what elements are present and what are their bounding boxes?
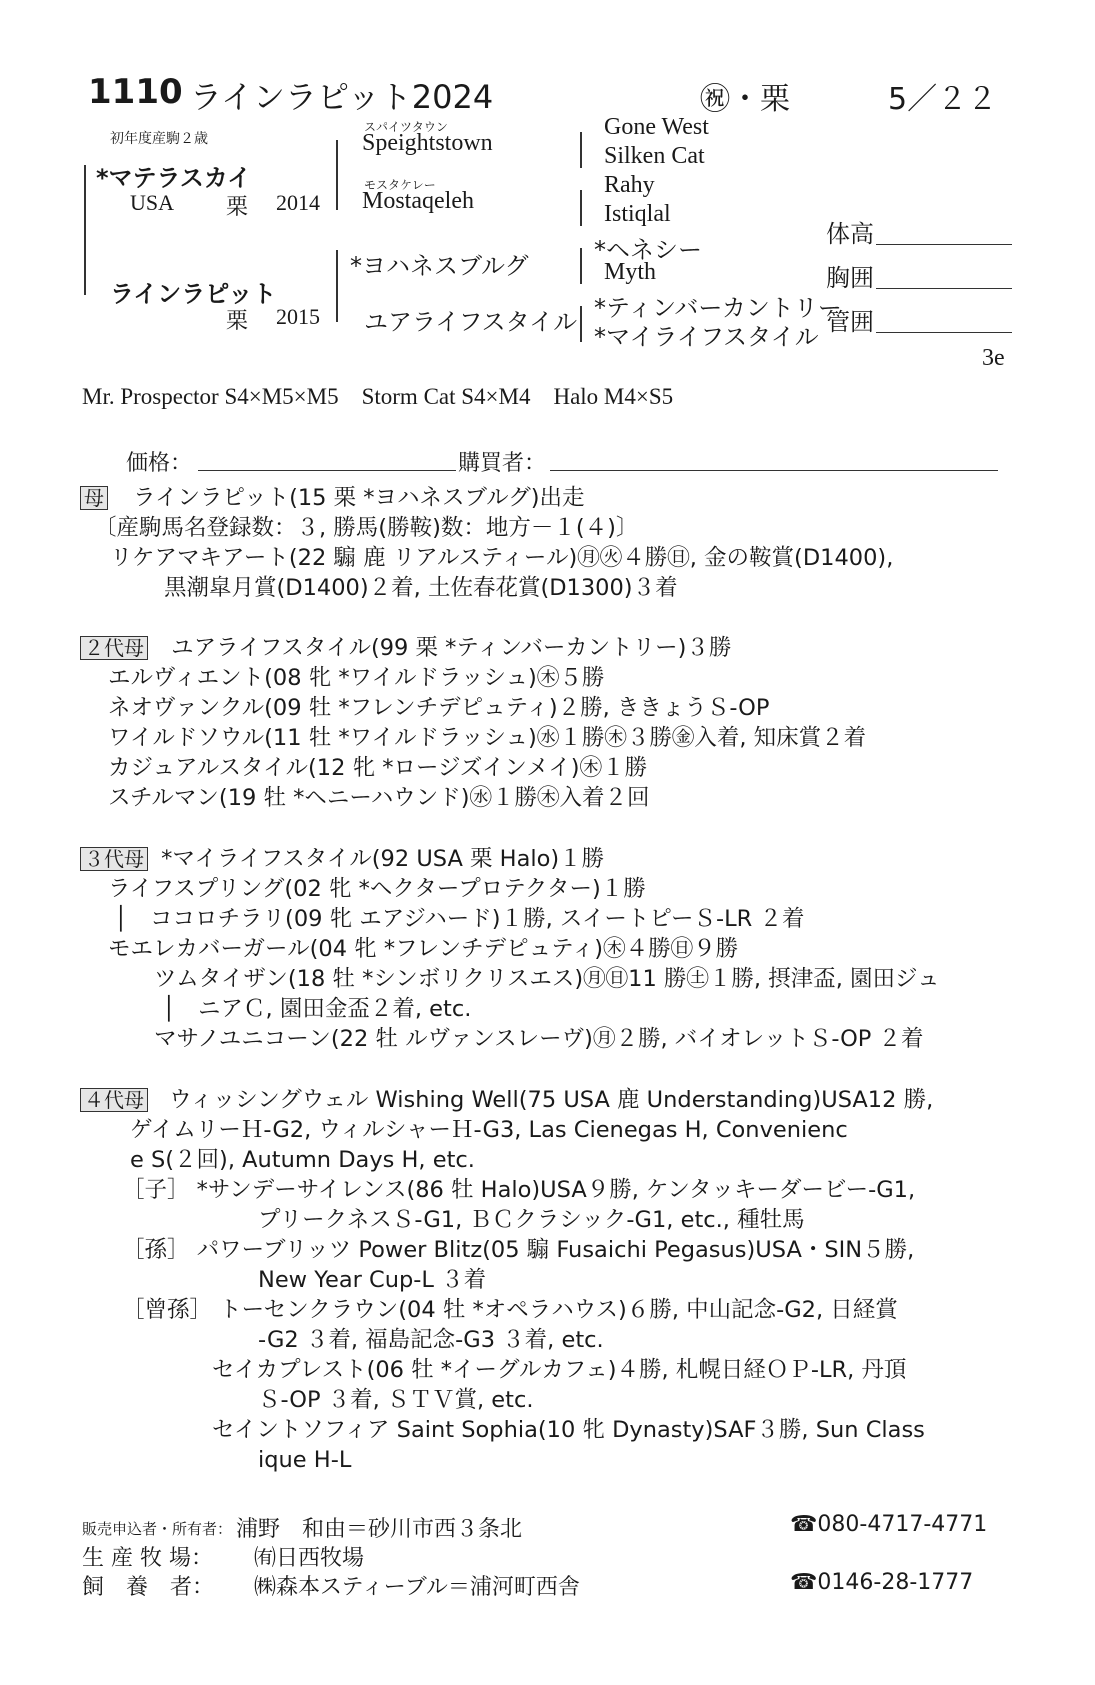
g3-name: *ヘネシー [594,236,702,264]
second-dam-line: ユアライフスタイル(99 栗 *ティンバーカントリー)３勝 [171,635,732,661]
g3-name: Silken Cat [604,143,705,169]
sd-ruby: モスタケレー [364,178,436,192]
cannon-input-line[interactable] [876,332,1012,333]
buyer-input-line[interactable] [550,470,998,471]
height-input-line[interactable] [876,244,1012,245]
third-dam-line: │ ニアＣ, 園田金盃２着, etc. [162,996,472,1022]
price-label: 価格： [126,451,193,476]
code-3e: 3e [982,345,1005,371]
dam-year: 2015 [276,304,320,329]
dam-color: 栗 [226,308,249,333]
fourth-dam-line: ique H-L [258,1447,352,1473]
price-input-line[interactable] [198,470,456,471]
fourth-dam-line: セイントソフィア Saint Sophia(10 牝 Dynasty)SAF３勝, Sun Class [212,1417,925,1443]
fourth-dam-line: e S(２回), Autumn Days H, etc. [130,1147,475,1173]
dam-name: ラインラピット [110,280,277,308]
fourth-dam-line: -G2 ３着, 福島記念-G3 ３着, etc. [258,1327,604,1353]
second-dam-line: カジュアルスタイル(12 牝 *ロージズインメイ)㊍１勝 [108,755,648,781]
g3-name: *ティンバーカントリー [594,294,842,322]
dam-line: ラインラピット(15 栗 *ヨハネスブルグ)出走 [133,485,585,511]
section-tag-dam: 母 [80,486,108,510]
dam-dam: ユアライフスタイル [364,308,578,336]
g3-name: Rahy [604,172,655,198]
dam-section [80,483,893,603]
third-dam-line: モエレカバーガール(04 牝 *フレンチデピュティ)㊍４勝㊐９勝 [108,936,739,962]
sire-color: 栗 [226,194,249,219]
g3-bracket-4 [580,306,582,342]
g3-name: Myth [604,259,657,285]
fourth-dam-line: ［子］ *サンデーサイレンス(86 牡 Halo)USA９勝, ケンタッキーダービー-G1, [122,1177,916,1203]
sire-bracket [336,140,338,210]
fourth-dam-section [80,1085,933,1475]
sire-name: *マテラスカイ [96,164,252,192]
keeper-info: ㈱森本スティーブル＝浦河町西舎 [254,1575,580,1600]
fourth-dam-line: ［曾孫］ トーセンクラウン(04 牡 *オペラハウス)６勝, 中山記念-G2, 日経賞 [122,1297,898,1323]
breeder-info: ㈲日西牧場 [254,1546,365,1571]
fourth-dam-line: セイカプレスト(06 牡 *イーグルカフェ)４勝, 札幌日経ＯＰ-LR, 丹頂 [212,1357,907,1383]
fourth-dam-line: ゲイムリーＨ-G2, ウィルシャーＨ-G3, Las Cienegas H, Convenienc [130,1117,848,1143]
sire-sire: Speightstown [362,130,493,156]
g3-bracket-3 [580,248,582,284]
second-dam-line: ワイルドソウル(11 牡 *ワイルドラッシュ)㊌１勝㊍３勝㊎入着, 知床賞２着 [108,725,867,751]
fourth-dam-line: Ｓ-OP ３着, ＳＴＶ賞, etc. [258,1387,534,1413]
fourth-dam-line: ウィッシングウェル Wishing Well(75 USA 鹿 Understanding)USA12 勝, [169,1087,934,1113]
dam-line: 〔産駒馬名登録数：３, 勝馬(勝鞍)数：地方－１(４)〕 [94,515,639,541]
second-dam-line: スチルマン(19 牡 *ヘニーハウンド)㊌１勝㊍入着２回 [108,785,650,811]
sire-note: 初年度産駒２歳 [110,131,208,147]
dam-sire: *ヨハネスブルグ [350,252,529,280]
third-dam-line: │ ココロチラリ(09 牝 エアジハード)１勝, スイートピーＳ-LR ２着 [114,906,805,932]
g3-bracket-2 [580,190,582,226]
third-dam-line: ツムタイザン(18 牡 *シンボリクリスエス)㊊㊐11 勝㊏１勝, 摂津盃, 園田ジュ [154,966,940,992]
buyer-label: 購買者： [458,451,547,476]
third-dam-line: *マイライフスタイル(92 USA 栗 Halo)１勝 [161,846,605,872]
third-dam-section [80,844,940,1054]
horse-name: ラインラピット2024 [190,78,494,116]
seller-label: 販売申込者・所有者： [82,1520,233,1538]
section-tag-3rd-dam: ３代母 [80,847,148,871]
dam-bracket [336,250,338,322]
g3-name: Gone West [604,114,709,140]
fourth-dam-line: プリークネスＳ-G1, ＢＣクラシック-G1, etc., 種牡馬 [258,1207,805,1233]
fourth-dam-line: ［孫］ パワーブリッツ Power Blitz(05 騸 Fusaichi Pegasus)USA・SIN５勝, [122,1237,915,1263]
chest-input-line[interactable] [876,288,1012,289]
g3-name: Istiqlal [604,201,671,227]
sire-year: 2014 [276,190,320,215]
seller-info: 浦野 和由＝砂川市西３条北 [236,1517,523,1542]
birth-date: 5／２２ [888,82,998,117]
second-dam-section [80,633,866,813]
inbreeding-line: Mr. Prospector S4×M5×M5 Storm Cat S4×M4 Halo M4×S5 [82,384,674,409]
section-tag-4th-dam: ４代母 [80,1088,148,1112]
g3-name: *マイライフスタイル [594,323,819,351]
fourth-dam-line: New Year Cup-L ３着 [258,1267,487,1293]
pedigree-bracket-left [84,165,86,295]
sex-color: ㊗・栗 [700,82,790,117]
height-label: 体高 [826,220,874,248]
keeper-label: 飼 養 者： [82,1575,215,1600]
lot-number: 1110 [88,72,183,112]
sire-origin: USA [130,190,175,215]
second-dam-line: ネオヴァンクル(09 牡 *フレンチデピュティ)２勝, ききょうＳ-OP [108,695,770,721]
second-dam-line: エルヴィエント(08 牝 *ワイルドラッシュ)㊍５勝 [108,665,605,691]
third-dam-line: ライフスプリング(02 牝 *ヘクタープロテクター)１勝 [108,876,646,902]
seller-phone: ☎080-4717-4771 [790,1512,988,1537]
g3-bracket-1 [580,132,582,168]
breeder-label: 生 産 牧 場： [82,1546,213,1571]
keeper-phone: ☎0146-28-1777 [790,1570,974,1595]
ss-ruby: スパイツタウン [364,120,448,134]
sire-dam: Mostaqeleh [362,188,474,214]
chest-label: 胸囲 [826,264,874,292]
cannon-label: 管囲 [826,308,874,336]
dam-line: リケアマキアート(22 騸 鹿 リアルスティール)㊊㊋４勝㊐, 金の鞍賞(D1400), [110,545,894,571]
third-dam-line: マサノユニコーン(22 牡 ルヴァンスレーヴ)㊊２勝, バイオレットＳ-OP ２着 [154,1026,924,1052]
dam-line: 黒潮皐月賞(D1400)２着, 土佐春花賞(D1300)３着 [164,575,678,601]
section-tag-2nd-dam: ２代母 [80,636,148,660]
